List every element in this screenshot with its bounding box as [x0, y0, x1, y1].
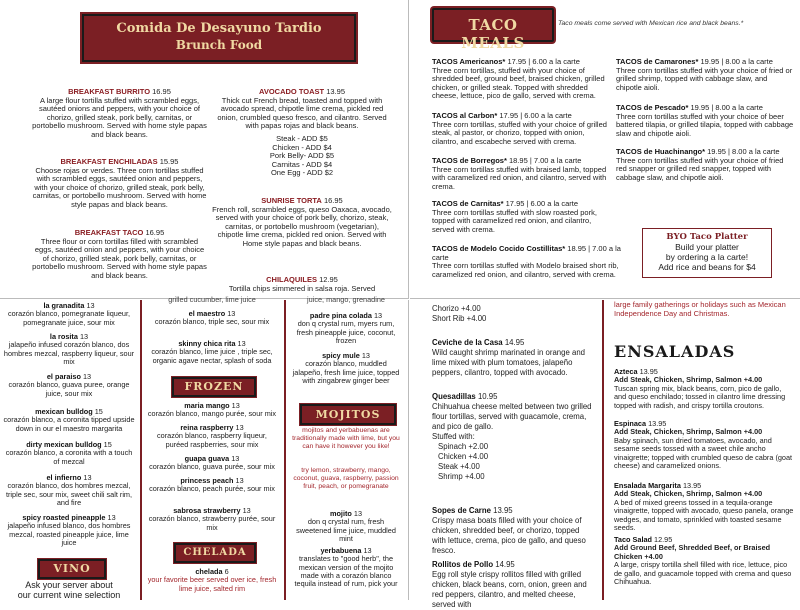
drink-item [146, 340, 278, 365]
taco-title: TACO MEALS [461, 16, 525, 52]
drink-price: 13 [237, 339, 246, 348]
drink-price: 13 [82, 372, 92, 381]
column-divider [284, 300, 286, 600]
drink-desc: corazón blanco, dos hombres mezcal, triple sec, sour mix, sweet chili salt rim, and fire [5, 481, 133, 507]
item-name: TACOS de Carnitas* [432, 199, 504, 208]
main-item [432, 392, 592, 482]
item-desc: Wild caught shrimp marinated in orange and lime mixed with plum tomatoes, jalapeño peppers, cilantro, topped with avocado. [432, 348, 585, 377]
item-name: AVOCADO TOAST [258, 87, 325, 96]
item-desc: Thick cut French bread, toasted and topped with avocado spread, chipotle lime crema, pickled red onion, crumbled queso fresco, and cilantro. Served with papas rojas and black beans. [217, 95, 387, 131]
item-name: Ensalada Margarita [614, 481, 681, 490]
drink-desc: corazón blanco, peach purée, sour mix [149, 484, 275, 494]
drink-desc: jalapeño infused blanco, dos hombres mezcal, roasted pineapple juice, lime juice [7, 521, 131, 547]
drink-item [146, 477, 278, 494]
item-addon: Add Ground Beef, Shredded Beef, or Braised Chicken +4.00 [614, 543, 771, 561]
drink-desc: your favorite beer served over ice, fresh lime juice, salted rim [147, 575, 277, 593]
item-price: 17.95 | 6.00 a la carte [507, 57, 580, 66]
drink-item [146, 507, 278, 532]
drink-desc: corazón blanco, muddled jalapeño, fresh lime juice, topped with zingabrew ginger beer [292, 359, 400, 385]
taco-item [432, 200, 612, 234]
drink-name: chelada [195, 567, 223, 576]
item-price: 15.95 [159, 157, 179, 166]
drink-price: 13 [235, 423, 244, 432]
drink-price: 13 [373, 311, 383, 320]
drink-item [146, 424, 278, 449]
item-name: Quesadillas [432, 392, 476, 401]
drink-desc: corazón blanco, triple sec, sour mix [154, 317, 270, 327]
addon: Chicken - ADD $4 [272, 142, 332, 152]
item-name: Taco Salad [614, 535, 652, 544]
drink-item [2, 474, 136, 507]
item-price: 12.95 [319, 275, 338, 284]
item-name: TACOS de Pescado* [616, 103, 689, 112]
drink-price: 13 [235, 476, 244, 485]
salad-item [614, 482, 794, 532]
main-item [432, 338, 592, 378]
drink-desc: corazón blanco, strawberry purée, sour mix [148, 514, 276, 532]
column-divider [140, 300, 142, 600]
extras-list [432, 304, 592, 324]
frozen-title: FROZEN [184, 380, 244, 393]
drink-price: 15 [103, 440, 112, 449]
party-note: large family gatherings or holidays such as Mexican Independence Day and Christmas. [614, 300, 786, 318]
drink-price: 15 [94, 407, 103, 416]
brunch-subtitle: Brunch Food [175, 38, 263, 52]
salad-item [614, 420, 794, 470]
item-price: 16.95 [323, 196, 343, 205]
item-desc: Three flour or corn tortillas filled with scrambled eggs, sautéed onion and peppers, with your choice of chorizo, grilled steak, pork belly, carnitas, or portobello mushroom. Served with home style papas and black beans. [32, 236, 207, 280]
drink-price: 13 [83, 473, 92, 482]
taco-banner [432, 8, 554, 52]
menu-item [212, 276, 392, 293]
drink-item [2, 514, 136, 547]
menu-item [32, 158, 207, 210]
drink-item [290, 547, 402, 588]
item-price: 19.95 | 8.00 a la carte [690, 103, 763, 112]
drink-name: el maestro [188, 309, 226, 318]
item-desc: Crispy masa boats filled with your choice of chicken, shredded beef, or chorizo, topped with lettuce, crema, pico de gallo, and queso fresco. [432, 516, 586, 555]
drink-price: 13 [361, 351, 370, 360]
extra: Shrimp +4.00 [438, 472, 485, 481]
item-desc: French roll, scrambled eggs, queso Oaxaca, avocado, served with your choice of pork belly, chorizo, steak, carnitas, or portobello mushroom (vegetarian), chipotle lime crema, pickled red onion. Served with Home style papas and black beans. [212, 204, 392, 248]
item-name: Ceviche de la Casa [432, 338, 503, 347]
drink-item [2, 373, 136, 398]
drink-item [290, 510, 402, 543]
column-divider [602, 300, 604, 600]
item-desc: Egg roll style crispy rollitos filled with grilled chicken, black beans, corn, onion, green and red peppers, cilantro, and melted cheese, served with [432, 570, 587, 609]
drink-name: spicy roasted pineapple [22, 513, 106, 522]
drink-desc: don q crystal rum, fresh sweetened lime juice, muddled mint [296, 517, 396, 543]
mojitos-title: MOJITOS [315, 408, 381, 421]
taco-item [616, 58, 794, 92]
taco-item [432, 245, 622, 279]
drink-desc: jalapeño infused corazón blanco, dos hombres mezcal, raspberry liqueur, sour mix [3, 340, 135, 366]
vino-note [2, 580, 136, 600]
drink-item [2, 302, 136, 327]
vino-line: our current wine selection [17, 590, 121, 600]
item-addon: Add Steak, Chicken, Shrimp, Salmon +4.00 [614, 427, 763, 437]
addon-list [212, 135, 392, 178]
drink-desc: corazón blanco, a coronita tipped upside down in our el maestro margarita [3, 415, 135, 433]
extra: Chorizo +4.00 [432, 304, 481, 313]
drink-desc: translates to "good herb", the mexican version of the mojito made with a corazón blanco tequila instead of rum, pick your [294, 554, 398, 589]
drink-desc: corazón blanco, guava purée, sour mix [149, 462, 275, 472]
salad-item [614, 368, 794, 410]
taco-item [432, 58, 612, 101]
item-price: 14.95 [495, 560, 515, 569]
drink-item [146, 455, 278, 472]
drink-name: maria mango [184, 401, 230, 410]
drink-name: yerbabuena [320, 546, 362, 555]
item-desc: Three corn tortillas stuffed with Modelo braised short rib, caramelized red onion, and cilantro, served with crema. [432, 261, 619, 279]
drink-name: sabrosa strawberry [173, 506, 241, 515]
item-desc: Three corn tortillas stuffed with your choice of fried or grilled shrimp, topped with cabbage slaw, and chipotle aioli. [616, 65, 793, 92]
drink-desc: corazón blanco, a coronita with a touch of mezcal [5, 448, 133, 466]
item-price: 13.95 [639, 367, 658, 376]
drink-desc: corazón blanco, mango purée, sour mix [147, 409, 277, 419]
drink-item [2, 441, 136, 466]
drink-price: 13 [79, 332, 89, 341]
drink-price: 13 [231, 454, 240, 463]
drink-name: el infierno [46, 473, 82, 482]
addon: Pork Belly- ADD $5 [269, 151, 335, 161]
drink-desc: don q crystal rum, myers rum, fresh pineapple juice, coconut, frozen [296, 319, 396, 345]
item-desc: A large, crispy tortilla shell filled with rice, lettuce, pico de gallo, and guacamole topped with crema and queso Chihuahua. [614, 560, 792, 587]
cut-line: juice, mango, grenadine [307, 295, 385, 304]
extra: Short Rib +4.00 [432, 314, 487, 323]
item-name: TACOS de Borregos* [432, 156, 507, 165]
item-desc: Three corn tortillas, stuffed with your choice of grilled steak, al pastor, or chorizo, topped with onion, cilantro, and escabeche served with crema. [432, 119, 607, 146]
drink-price: 13 [107, 513, 116, 522]
byo-line: by ordering a la carte! [665, 252, 749, 262]
drink-price: 13 [353, 509, 363, 518]
chelada-title: CHELADA [183, 547, 247, 558]
drink-price: 6 [224, 567, 229, 576]
drink-item [146, 568, 278, 593]
item-price: 18.95 | 7.00 a la carte [432, 244, 621, 262]
item-name: CHILAQUILES [266, 275, 317, 284]
drink-name: princess peach [180, 476, 234, 485]
drink-name: reina raspberry [180, 423, 234, 432]
vino-title: VINO [53, 562, 91, 575]
item-desc: Tuscan spring mix, black beans, corn, pico de gallo, and queso enchilado; tossed in cilantro lime dressing topped with radish, and crispy tortilla croutons. [614, 383, 786, 410]
extra: Steak +4.00 [438, 462, 480, 471]
item-price: 14.95 [504, 338, 525, 347]
mojitos-banner [300, 404, 396, 425]
extra: Spinach +2.00 [438, 442, 489, 451]
item-name: BREAKFAST TACO [74, 228, 144, 237]
drink-name: mexican bulldog [35, 407, 93, 416]
addon: One Egg - ADD $2 [270, 168, 334, 178]
taco-meals-panel [410, 0, 800, 299]
drink-price: 13 [86, 301, 95, 310]
item-price: 13.95 [682, 481, 702, 490]
item-price: 13.95 [493, 506, 513, 515]
item-desc: Three corn tortillas stuffed with slow roasted pork, topped with caramelized red onion, and cilantro, served with crema. [432, 207, 597, 234]
item-name: TACOS al Carbon* [432, 111, 498, 120]
cut-line: grilled cucumber, lime juice [168, 295, 256, 304]
drink-name: la granadita [43, 301, 85, 310]
drink-price: 13 [227, 309, 236, 318]
item-name: SUNRISE TORTA [261, 196, 322, 205]
item-desc: Three corn tortillas stuffed with your choice of fried red snapper or grilled red snapper, topped with cabbage slaw, and chipotle aioli. [616, 155, 784, 182]
item-desc: Three corn tortillas stuffed with braised lamb, topped with caramelized red onion, and cilantro, served with crema. [432, 164, 607, 191]
item-desc: Three corn tortillas stuffed with your choice of beer battered tilapia, or grilled tilapia, topped with cabbage slaw and chipotle aioli. [616, 111, 794, 138]
drink-name: dirty mexican bulldog [26, 440, 102, 449]
drink-desc: corazón blanco, guava puree, orange juice, sour mix [8, 380, 130, 398]
menu-item [32, 88, 207, 140]
addon: Steak - ADD $5 [276, 134, 328, 143]
drink-item [2, 408, 136, 433]
item-price: 19.95 | 8.00 a la carte [707, 147, 780, 156]
brunch-banner [82, 14, 356, 62]
drinks-panel [0, 295, 409, 600]
item-name: TACOS Americanos* [432, 57, 506, 66]
item-desc: Baby spinach, sun dried tomatoes, avocado, and sesame seeds tossed with a sweet chile ancho vinaigrette; topped with crumbled queso de cabra (goat cheese) and caramelized onions. [614, 435, 793, 471]
item-name: BREAKFAST ENCHILADAS [60, 157, 158, 166]
item-price: 19.95 | 8.00 a la carte [700, 57, 773, 66]
main-item [432, 560, 592, 610]
drink-name: spicy mule [322, 351, 360, 360]
main-item [432, 506, 592, 556]
extras-title: Stuffed with: [432, 432, 475, 441]
drink-item [2, 333, 136, 366]
item-price: 10.95 [477, 392, 498, 401]
taco-item [432, 157, 612, 191]
menu-item [212, 88, 392, 131]
item-name: Rollitos de Pollo [432, 560, 494, 569]
item-price: 16.95 [145, 228, 165, 237]
item-price: 18.95 | 7.00 a la carte [508, 156, 582, 165]
item-desc: Choose rojas or verdes. Three corn tortillas stuffed with scrambled eggs, sautéed onion and peppers, with your choice of chorizo, grilled steak, pork belly, carnitas, or portobello mushroom. Served with home style papas and black beans. [32, 165, 207, 209]
mojitos-note: mojitos and yerbabuenas are traditionally made with lime, but you can have it however you like! [292, 427, 400, 450]
salad-item [614, 536, 796, 586]
item-addon: Add Steak, Chicken, Shrimp, Salmon +4.00 [614, 489, 763, 499]
taco-item [616, 104, 794, 138]
item-price: 17.95 | 6.00 a la carte [499, 111, 572, 120]
brunch-panel [0, 0, 409, 299]
mains-panel [410, 300, 800, 609]
drink-price: 13 [231, 401, 240, 410]
item-price: 17.95 | 6.00 a la carte [505, 199, 579, 208]
item-price: 16.95 [152, 87, 171, 96]
item-price: 13.95 [326, 87, 346, 96]
drink-name: mojito [329, 509, 352, 518]
item-price: 13.95 [648, 419, 667, 428]
extra: Chicken +4.00 [438, 452, 489, 461]
item-desc: Chihuahua cheese melted between two grilled flour tortillas, served with guacamole, crema, and pico de gallo. [432, 402, 592, 431]
taco-note: Taco meals come served with Mexican rice and black beans.* [558, 20, 744, 27]
item-name: TACOS de Camarones* [616, 57, 699, 66]
drink-price: 13 [363, 546, 372, 555]
menu-item [212, 197, 392, 249]
drink-item [290, 312, 402, 345]
item-name: Espinaca [614, 419, 647, 428]
item-name: TACOS de Huachinango* [616, 147, 706, 156]
item-name: BREAKFAST BURRITO [68, 87, 151, 96]
addon: Carnitas - ADD $4 [271, 159, 333, 169]
byo-line: Add rice and beans for $4 [658, 262, 756, 272]
drink-name: la rosita [49, 332, 78, 341]
item-name: TACOS de Modelo Cocido Costillitas* [432, 244, 566, 253]
item-desc: Tortilla chips simmered in salsa roja. Served [228, 283, 376, 293]
drink-name: skinny chica rita [178, 339, 236, 348]
byo-platter-box [642, 228, 772, 278]
drink-desc: corazón blanco, lime juice , triple sec, organic agave nectar, splash of soda [151, 347, 273, 365]
item-desc: Three corn tortillas, stuffed with your choice of shredded beef, ground beef, braised chicken, grilled chicken, or grilled steak. Topped with shredded cheese, lettuce, pico de gallo, served with crema. [432, 65, 605, 101]
taco-item [432, 112, 612, 146]
item-desc: A bed of mixed greens tossed in a tequila-orange vinaigrette, topped with avocado, queso panela, orange wedges, and tomato, sprinkled with toasted sesame seeds. [614, 497, 794, 533]
drink-item [146, 402, 278, 419]
chelada-banner [174, 543, 256, 563]
drink-desc: corazón blanco, raspberry liqueur, puréed raspberries, sour mix [157, 431, 267, 449]
brunch-title: Comida De Desayuno Tardio [116, 21, 322, 36]
drink-name: padre pina colada [309, 311, 372, 320]
drink-name: el paraiso [46, 372, 81, 381]
item-desc: A large flour tortilla stuffed with scrambled eggs, sautéed onions and peppers, with your choice of chorizo, grilled steak, pork belly, carnitas, or portobello mushroom. Served with home style papas and black beans. [32, 95, 207, 139]
drink-desc: corazón blanco, pomegranate liqueur, pomegranate juice, sour mix [7, 309, 131, 327]
item-price: 12.95 [654, 535, 673, 544]
item-name: Sopes de Carne [432, 506, 491, 515]
drink-item [290, 352, 402, 385]
vino-banner [38, 559, 106, 579]
frozen-banner [172, 377, 256, 397]
item-name: Azteca [614, 367, 638, 376]
menu-item [32, 229, 207, 281]
vino-line: Ask your server about [25, 580, 113, 590]
drink-price: 13 [242, 506, 251, 515]
byo-line: Build your platter [675, 242, 739, 252]
byo-title: BYO Taco Platter [666, 232, 748, 242]
ensaladas-heading: ENSALADAS [614, 342, 736, 361]
drink-name: guapa guava [184, 454, 230, 463]
mojitos-flavors: try lemon, strawberry, mango, coconut, guava, raspberry, passion fruit, peach, or pomegranate [293, 467, 399, 490]
item-addon: Add Steak, Chicken, Shrimp, Salmon +4.00 [614, 375, 763, 385]
drink-item [146, 310, 278, 327]
taco-item [616, 148, 794, 182]
